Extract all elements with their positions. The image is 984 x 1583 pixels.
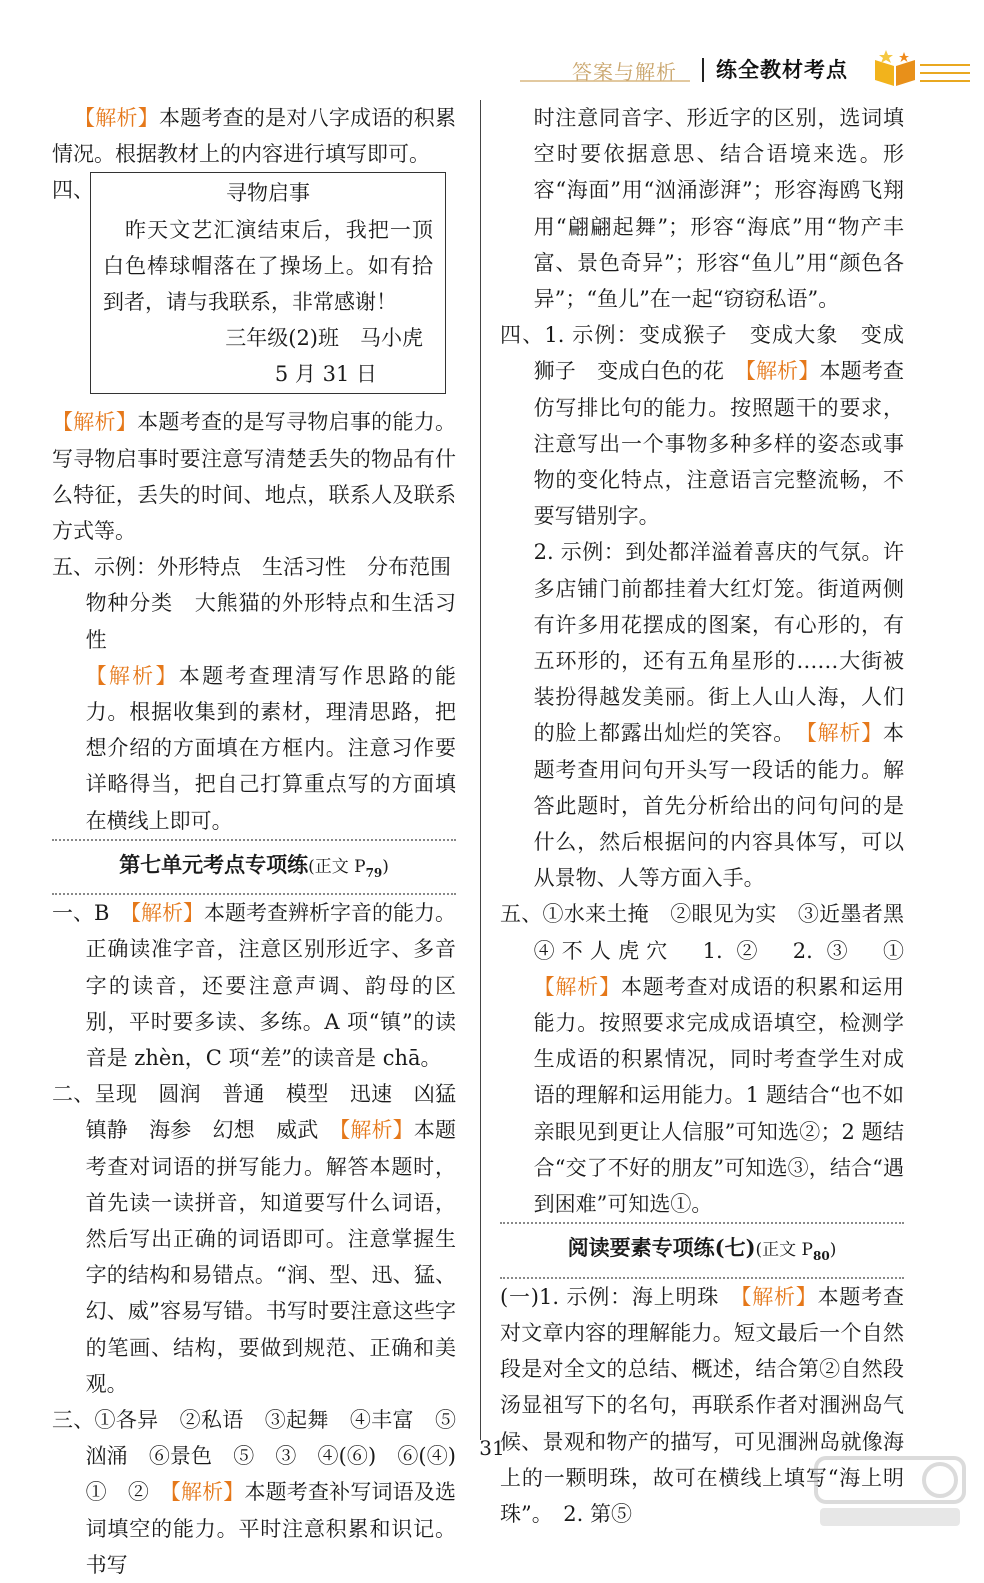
header-decor-stripes <box>920 64 970 88</box>
question-five-answer: 五、示例：外形特点 生活习性 分布范围 <box>52 555 451 580</box>
header-series-title: 练全教材考点 <box>716 58 848 82</box>
question-five-answer-cont: 物种分类 大熊猫的外形特点和生活习性 <box>85 591 456 652</box>
section-title: 阅读要素专项练(七)(正文 $P_{80}$) <box>567 1235 837 1264</box>
section-top-rule <box>500 1222 904 1224</box>
analysis-tag: 【解析】 <box>52 410 138 435</box>
header-section-label: 答案与解析 <box>572 60 677 84</box>
analysis-tag: 【解析】 <box>745 359 820 384</box>
notice-signature: 三年级(2)班 马小虎 <box>225 326 423 351</box>
answer-paragraph: 时注意同音字、形近字的区别，选词填空时要依据意思、结合语境来选。形容“海面”用“汹涌澎湃”；形容海鸥飞翔用“翩翩起舞”；形容“海底”用“物产丰富、景色奇异”；形容“鱼儿”用“颜色各异”；“鱼儿”在一起“窃窃私语”。 <box>533 106 904 312</box>
lost-item-notice-box <box>90 172 446 394</box>
answer-paragraph: 2. 示例：到处都洋溢着喜庆的气氛。许多店铺门前都挂着大红灯笼。街道两侧有许多用花摆成的图案，有心形的，有五环形的，还有五角星形的……大街被装扮得越发美丽。街上人山人海，人们的脸上都露出灿烂的笑容。 【解析】本题考查用问句开头写一段话的能力。解答此题时，首先分析给出的问句问的是什么，然后根据问的内容具体写，可以从景物、人等方面入手。 <box>533 540 905 891</box>
right-column <box>500 100 925 1532</box>
left-column <box>52 100 477 1583</box>
section-top-rule <box>52 839 456 841</box>
answer-paragraph: 二、呈现 圆润 普通 模型 迅速 凶猛 镇静 海参 幻想 威武 【解析】本题考查对词语的拼写能力。解答本题时，首先读一读拼音，知道要写什么词语，然后写出正确的词语即可。注意掌握生字的结构和易错点。“润、型、迅、猛、幻、威”容易写错。书写时要注意这些字的笔画、结构，要做到规范、正确和美观。 <box>52 1082 477 1396</box>
header-separator <box>702 58 704 82</box>
analysis-tag: 【解析】 <box>170 1480 245 1505</box>
page-header <box>480 44 984 94</box>
answer-paragraph: 一、B 【解析】本题考查辨析字音的能力。正确读准字音，注意区别形近字、多音字的读音，还要注意声调、韵母的区别，平时要多读、多练。A 项“镇”的读音是 zhèn，C 项“差”的读音是 chā。 <box>52 901 457 1071</box>
page-number: 31 <box>479 1436 505 1460</box>
analysis-tag: 【解析】 <box>85 663 179 688</box>
analysis-tag: 【解析】 <box>339 1118 414 1143</box>
notice-title: 寻物启事 <box>226 181 310 206</box>
question-four-block <box>52 172 456 404</box>
question-number: 四、 <box>52 178 94 203</box>
watermark-logo <box>810 1452 970 1532</box>
answer-paragraph: 【解析】本题考查的是写寻物启事的能力。写寻物启事时要注意写清楚丢失的物品有什么特征，丢失的时间、地点，联系人及联系方式等。 <box>52 410 457 544</box>
answer-paragraph: 五、①水来土掩 ②眼见为实 ③近墨者黑 ④不人虎穴 1. ② 2. ③ ① 【解析】本题考查对成语的积累和运用能力。按照要求完成成语填空，检测学生成语的积累情况，同时考查学生对成语的理解和运用能力。1 题结合“也不如亲眼见到更让人信服”可知选②；2 题结合“交了不好的朋友”可知选③，结合“遇到困难”可知选①。 <box>500 902 925 1217</box>
notice-date: 5 月 31 日 <box>274 362 377 387</box>
analysis-tag: 【解析】 <box>806 721 884 746</box>
answer-paragraph: (一)1. 示例：海上明珠 【解析】本题考查对文章内容的理解能力。短文最后一个自然段是对全文的总结、概述，结合第②自然段汤显祖写下的名句，再联系作者对涠洲岛气候、景观和物产的描写，可见涠洲岛就像海上的一颗明珠，故可在横线上填写“海上明珠”。 2. 第⑤ <box>500 1284 904 1526</box>
analysis-tag: 【解析】 <box>130 901 204 926</box>
analysis-tag: 【解析】 <box>74 106 159 130</box>
section-title: 第七单元考点专项练(正文 $P_{79}$) <box>119 851 389 881</box>
answer-paragraph: 四、1. 示例：变成猴子 变成大象 变成狮子 变成白色的花 【解析】本题考查仿写排比句的能力。按照题干的要求，注意写出一个事物多种多样的姿态或事物的变化特点，注意语言完整流畅，不要写错别字。 <box>500 323 905 529</box>
book-logo-icon <box>872 48 918 88</box>
analysis-tag: 【解析】 <box>740 1284 818 1309</box>
column-divider <box>480 100 481 1440</box>
answer-paragraph: 三、①各异 ②私语 ③起舞 ④丰富 ⑤汹涌 ⑥景色 ⑤ ③ ④(⑥) ⑥(④) ① ② 【解析】本题考查补写词语及选词填空的能力。平时注意积累和识记。书写 <box>52 1408 477 1577</box>
answer-paragraph: 【解析】本题考查的是对八字成语的积累情况。根据教材上的内容进行填写即可。 <box>52 106 457 167</box>
answer-paragraph: 【解析】本题考查理清写作思路的能力。根据收集到的素材，理清思路，把想介绍的方面填在方框内。注意习作要详略得当，把自己打算重点写的方面填在横线上即可。 <box>85 663 457 833</box>
notice-body: 昨天文艺汇演结束后，我把一顶白色棒球帽落在了操场上。如有拾到者，请与我联系，非常感谢！ <box>103 217 433 315</box>
analysis-tag: 【解析】 <box>533 974 621 999</box>
